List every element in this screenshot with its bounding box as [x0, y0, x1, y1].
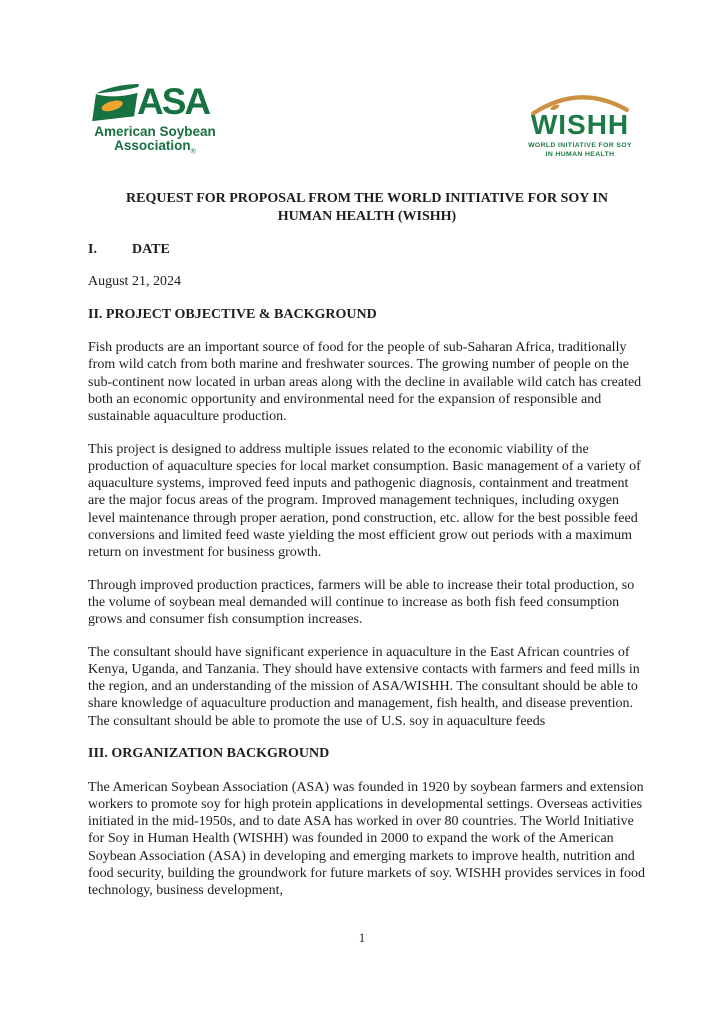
asa-flag-icon — [92, 83, 140, 123]
asa-logo-row — [92, 83, 218, 123]
asa-logo-name — [92, 125, 218, 160]
registered-trademark-icon: ® — [190, 148, 196, 156]
date-value: August 21, 2024 — [88, 274, 181, 290]
objective-paragraph-4: The consultant should have significant experience in aquaculture in the East African countries of Kenya, Uganda, and Tanzania. They should have extensive contacts with farmers and feed mills in the region, and an understanding of the mission of ASA/WISHH. The consultant should be able to share knowledge of aquaculture production and management, fish health, and disease prevention. The consultant should be able to promote the use of U.S. soy in aquaculture feeds — [88, 644, 640, 729]
page-number: 1 — [358, 930, 366, 945]
asa-name-line1: American Soybean — [94, 124, 216, 139]
page-footer — [0, 930, 724, 946]
objective-paragraph-3: Through improved production practices, farmers will be able to increase their total production, so the volume of soybean meal demanded will continue to increase as both fish feed consumption grows and consumer fish consumption increases. — [88, 577, 635, 628]
document-title-line1: REQUEST FOR PROPOSAL FROM THE WORLD INITIATIVE FOR SOY IN — [126, 191, 608, 206]
organization-paragraph-1: The American Soybean Association (ASA) was founded in 1920 by soybean farmers and extension workers to promote soy for high protein applications in developmental settings. Overseas activities initiated in the mid-1950s, and to date ASA has worked in over 80 countries. The World Initiative for Soy in Human Health (WISHH) was founded in 2000 to expand the work of the American Soybean Association (ASA) in developing and emerging markets to improve health, nutrition and food security, building the groundwork for future markets of soy. WISHH provides services in food technology, business development, — [88, 779, 646, 899]
document-title-line2: HUMAN HEALTH (WISHH) — [277, 208, 457, 224]
wishh-acronym: WISHH — [530, 109, 630, 140]
section-heading-date — [88, 241, 646, 258]
document-content — [88, 190, 646, 915]
wishh-tagline-line2: IN HUMAN HEALTH — [545, 150, 615, 158]
section-heading-objective: II. PROJECT OBJECTIVE & BACKGROUND — [88, 306, 377, 322]
asa-name-line2: Association — [114, 138, 191, 153]
section-heading-organization: III. ORGANIZATION BACKGROUND — [88, 746, 330, 762]
asa-acronym: ASA — [137, 81, 210, 122]
asa-logo — [92, 83, 218, 160]
section-number-date: I. — [88, 242, 97, 257]
document-title — [88, 190, 646, 225]
section-label-date: DATE — [132, 242, 170, 257]
objective-paragraph-1: Fish products are an important source of food for the people of sub-Saharan Africa, traditionally from wild catch from both marine and freshwater sources. The growing number of people on the sub-continent now located in urban areas along with the decline in available wild catch has created both an economic opportunity and environmental need for the expansion of responsible and sustainable aquaculture production. — [88, 340, 642, 425]
wishh-tagline — [518, 142, 642, 160]
wishh-tagline-line1: WORLD INITIATIVE FOR SOY — [528, 142, 632, 149]
wishh-logo — [518, 90, 642, 160]
objective-paragraph-2: This project is designed to address multiple issues related to the economic viability of the production of aquaculture species for local market consumption. Basic management of a variety of aquaculture systems, improved feed inputs and pathogenic diagnosis, containment and treatment are the major focus areas of the program. Improved management techniques, including oxygen level maintenance through proper aeration, pond construction, etc. allow for the best possible feed conversions and limited feed waste yielding the most efficient grow out periods with a maximum return on investment for business growth. — [88, 441, 641, 561]
